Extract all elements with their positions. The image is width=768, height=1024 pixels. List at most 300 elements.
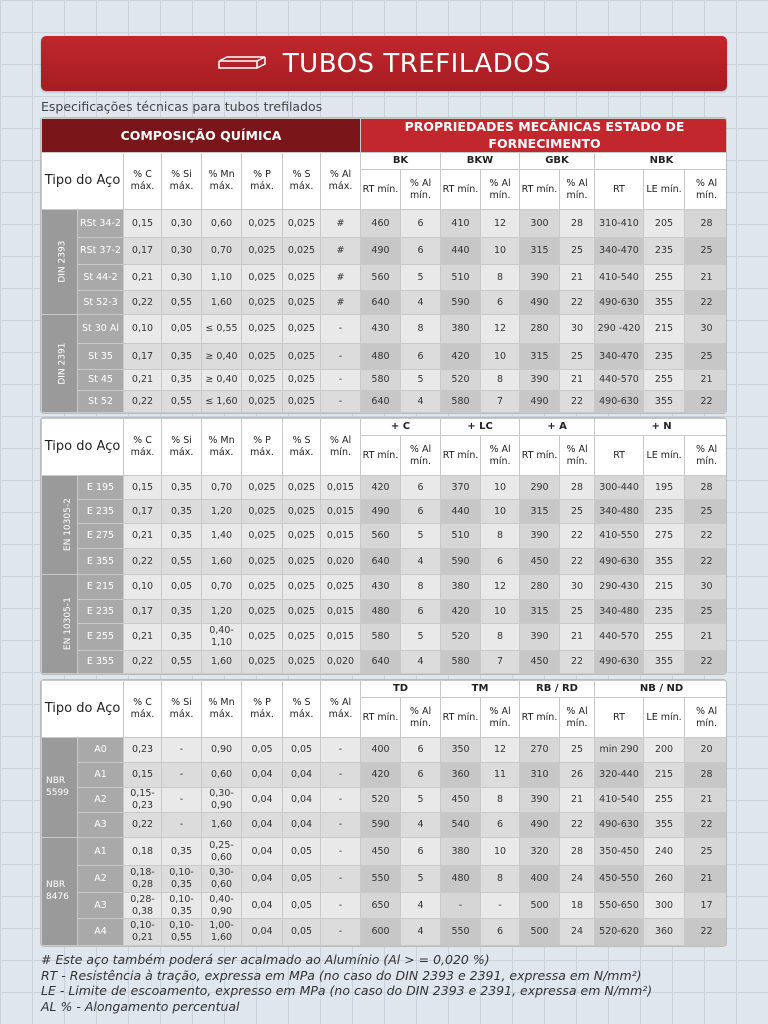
table-cell: 590 <box>361 813 401 838</box>
table-cell: 21 <box>685 866 727 893</box>
table-cell: 315 <box>520 600 560 624</box>
column-header-alongamento: % Al mín. <box>685 170 728 210</box>
table-cell: 300 <box>520 210 560 238</box>
table-cell: 0,25- 0,60 <box>202 838 242 866</box>
table-cell: 21 <box>560 788 595 813</box>
column-header-rt: RT mín. <box>361 698 401 738</box>
table-cell: 0,05 <box>242 738 283 763</box>
steel-name: A2 <box>78 788 124 813</box>
table-cell: 420 <box>361 763 401 788</box>
table-cell: 6 <box>401 344 441 370</box>
column-header-rt: RT mín. <box>520 170 560 210</box>
table-cell: 0,025 <box>242 238 283 265</box>
table-cell: 0,025 <box>283 370 321 391</box>
table-cell: 24 <box>560 919 595 946</box>
table-cell: 390 <box>520 524 560 549</box>
table-cell: 260 <box>644 866 685 893</box>
steel-name: A1 <box>78 763 124 788</box>
table-cell: 0,70 <box>202 575 242 600</box>
table-cell: 6 <box>401 238 441 265</box>
table-cell: 22 <box>685 391 728 413</box>
table-cell: 0,025 <box>283 210 321 238</box>
table-cell: 0,025 <box>283 624 321 651</box>
table-cell: 28 <box>685 210 728 238</box>
en-table <box>40 417 727 675</box>
table-cell: 0,17 <box>124 344 162 370</box>
table-cell: 255 <box>644 370 685 391</box>
group-header: NB / ND <box>595 681 727 698</box>
table-cell: 25 <box>560 238 595 265</box>
table-cell: 0,025 <box>283 651 321 674</box>
table-cell: 410-550 <box>595 524 644 549</box>
table-cell: 10 <box>481 476 520 500</box>
table-cell: 590 <box>441 549 481 575</box>
table-cell: 0,025 <box>283 265 321 291</box>
table-cell: 4 <box>401 813 441 838</box>
table-cell: 410-540 <box>595 265 644 291</box>
table-cell: 0,70 <box>202 238 242 265</box>
row-group-text: DIN 2391 <box>57 342 68 385</box>
table-cell: 0,025 <box>242 500 283 524</box>
steel-name: St 45 <box>78 370 124 391</box>
table-cell: 0,04 <box>242 893 283 919</box>
table-row <box>42 524 728 549</box>
table-cell: 0,05 <box>162 315 202 344</box>
table-cell: 30 <box>685 575 727 600</box>
table-cell: 355 <box>644 291 685 315</box>
table-cell: 380 <box>441 838 481 866</box>
table-cell: 500 <box>520 893 560 919</box>
table-cell: 0,10- 0,21 <box>124 919 162 946</box>
table-cell: 0,05 <box>283 838 321 866</box>
table-cell: - <box>321 315 361 344</box>
table-cell: 12 <box>481 210 520 238</box>
table-cell: 490 <box>520 291 560 315</box>
table-row <box>42 315 728 344</box>
column-header-al: % Al máx. <box>321 681 361 738</box>
table-cell: 0,23 <box>124 738 162 763</box>
table-cell: 0,025 <box>283 391 321 413</box>
table-cell: 640 <box>361 391 401 413</box>
table-cell: 235 <box>644 238 685 265</box>
table-cell: 360 <box>644 919 685 946</box>
table-cell: 0,05 <box>283 919 321 946</box>
steel-name: A0 <box>78 738 124 763</box>
table-cell: 0,015 <box>321 476 361 500</box>
table-cell: 7 <box>481 391 520 413</box>
row-group-text: EN 10305-1 <box>62 597 73 651</box>
column-header-tipo: Tipo do Aço <box>42 681 124 738</box>
table-cell: 0,05 <box>162 575 202 600</box>
table-row <box>42 919 728 946</box>
table-cell: 560 <box>361 265 401 291</box>
table-cell: 0,025 <box>283 476 321 500</box>
table-cell: 6 <box>401 476 441 500</box>
column-header-rt: RT mín. <box>441 698 481 738</box>
table-cell: 390 <box>520 624 560 651</box>
table-cell: 0,55 <box>162 549 202 575</box>
table-cell: 0,10 <box>124 575 162 600</box>
table-cell: 255 <box>644 788 685 813</box>
table-cell: 4 <box>401 391 441 413</box>
column-header-alongamento: % Al mín. <box>685 436 727 476</box>
table-cell: 28 <box>560 210 595 238</box>
din-table <box>40 117 727 414</box>
table-cell: 240 <box>644 838 685 866</box>
row-group-text: EN 10305-2 <box>62 498 73 552</box>
column-header-s: % S máx. <box>283 681 321 738</box>
row-group-label <box>42 315 78 413</box>
table-cell: 21 <box>685 788 727 813</box>
table-cell: - <box>321 813 361 838</box>
table-cell: 0,04 <box>242 788 283 813</box>
table-cell: 490-630 <box>595 651 644 674</box>
table-cell: 0,21 <box>124 370 162 391</box>
table-cell: 6 <box>401 600 441 624</box>
column-header-p: % P máx. <box>242 681 283 738</box>
table-cell: 510 <box>441 265 481 291</box>
table-cell: 28 <box>560 476 595 500</box>
table-cell: 315 <box>520 344 560 370</box>
table-cell: 1,60 <box>202 813 242 838</box>
table-cell: 0,35 <box>162 370 202 391</box>
table-cell: 21 <box>560 265 595 291</box>
table-cell: 340-480 <box>595 600 644 624</box>
table-cell: 520 <box>441 370 481 391</box>
column-header-rt: RT <box>595 170 644 210</box>
steel-name: A2 <box>78 866 124 893</box>
column-header-rt: RT mín. <box>520 698 560 738</box>
footnote: # Este aço também poderá ser acalmado ao Alumínio (Al > = 0,020 %) <box>41 952 490 967</box>
table-cell: 550-650 <box>595 893 644 919</box>
table-cell: 1,20 <box>202 500 242 524</box>
table-cell: 310-410 <box>595 210 644 238</box>
table-cell: 650 <box>361 893 401 919</box>
table-cell: 6 <box>481 291 520 315</box>
table-cell: 28 <box>685 763 727 788</box>
table-cell: 0,025 <box>242 651 283 674</box>
table-row <box>42 238 728 265</box>
table-cell: 215 <box>644 315 685 344</box>
table-cell: 0,025 <box>283 500 321 524</box>
column-header-rt: RT mín. <box>361 436 401 476</box>
nbr-table <box>40 679 727 947</box>
table-cell: 410-540 <box>595 788 644 813</box>
table-cell: 1,10 <box>202 265 242 291</box>
column-header-alongamento: % Al mín. <box>401 170 441 210</box>
table-cell: 0,015 <box>321 500 361 524</box>
table-cell: 21 <box>560 370 595 391</box>
table-row <box>42 476 728 500</box>
table-row <box>42 549 728 575</box>
table-cell: 25 <box>685 600 727 624</box>
table-cell: 25 <box>685 500 727 524</box>
table-cell: 235 <box>644 500 685 524</box>
table-cell: 0,05 <box>283 866 321 893</box>
table-cell: 0,025 <box>242 549 283 575</box>
group-header: BK <box>361 153 441 170</box>
footnote: RT - Resistência à tração, expressa em MPa (no caso do DIN 2393 e 2391, expressa em N/mm²) <box>41 967 642 983</box>
table-cell: 255 <box>644 624 685 651</box>
table-cell: 0,55 <box>162 391 202 413</box>
table-cell: 0,15 <box>124 210 162 238</box>
table-cell: 0,15 <box>124 763 162 788</box>
column-header-s: % S máx. <box>283 153 321 210</box>
column-header-rt: RT <box>595 436 644 476</box>
table-cell: 12 <box>481 575 520 600</box>
table-cell: 440-570 <box>595 370 644 391</box>
table-cell: 20 <box>685 738 727 763</box>
table-cell: 0,35 <box>162 838 202 866</box>
table-cell: - <box>481 893 520 919</box>
row-group-label <box>42 476 78 575</box>
table-cell: 0,025 <box>283 238 321 265</box>
table-cell: 0,10- 0,35 <box>162 866 202 893</box>
table-cell: 0,17 <box>124 238 162 265</box>
row-group-label <box>42 738 78 838</box>
column-header-alongamento: % Al mín. <box>560 436 595 476</box>
table-cell: 30 <box>685 315 728 344</box>
column-header-alongamento: % Al mín. <box>560 170 595 210</box>
table-cell: 450 <box>441 788 481 813</box>
column-header-mn: % Mn máx. <box>202 681 242 738</box>
column-header-c: % C máx. <box>124 681 162 738</box>
table-cell: - <box>321 391 361 413</box>
table-cell: 0,35 <box>162 524 202 549</box>
table-cell: 0,30 <box>162 238 202 265</box>
table-cell: - <box>321 738 361 763</box>
table-cell: 350 <box>441 738 481 763</box>
table-row <box>42 763 728 788</box>
table-cell: 380 <box>441 575 481 600</box>
table-cell: 0,22 <box>124 549 162 575</box>
column-header-le: LE mín. <box>644 436 685 476</box>
table-cell: # <box>321 265 361 291</box>
table-cell: 0,22 <box>124 291 162 315</box>
row-group-text: DIN 2393 <box>57 240 68 284</box>
table-row <box>42 838 728 866</box>
steel-name: E 235 <box>78 600 124 624</box>
table-cell: 355 <box>644 391 685 413</box>
table-cell: 10 <box>481 838 520 866</box>
table-cell: 560 <box>361 524 401 549</box>
group-header: TD <box>361 681 441 698</box>
column-header-c: % C máx. <box>124 419 162 476</box>
table-cell: 0,025 <box>242 575 283 600</box>
table-cell: 640 <box>361 291 401 315</box>
table-cell: 300 <box>644 893 685 919</box>
column-header-s: % S máx. <box>283 419 321 476</box>
table-cell: 28 <box>685 476 727 500</box>
table-cell: 480 <box>441 866 481 893</box>
column-header-p: % P máx. <box>242 419 283 476</box>
table-cell: 540 <box>441 813 481 838</box>
column-header-alongamento: % Al mín. <box>401 698 441 738</box>
table-cell: 8 <box>481 265 520 291</box>
table-cell: 5 <box>401 370 441 391</box>
table-cell: 0,04 <box>283 788 321 813</box>
table-cell: 490-630 <box>595 549 644 575</box>
group-header: RB / RD <box>520 681 595 698</box>
table-cell: 400 <box>361 738 401 763</box>
table-cell: 22 <box>560 291 595 315</box>
table-cell: 0,30 <box>162 265 202 291</box>
section-title-mech: PROPRIEDADES MECÂNICAS ESTADO DE FORNECIMENTO <box>361 119 728 153</box>
table-cell: 420 <box>441 600 481 624</box>
row-group-label <box>42 210 78 315</box>
table-cell: 6 <box>481 919 520 946</box>
table-cell: 0,55 <box>162 651 202 674</box>
table-cell: 0,04 <box>283 813 321 838</box>
table-cell: 600 <box>361 919 401 946</box>
steel-name: RSt 37-2 <box>78 238 124 265</box>
table-cell: - <box>321 788 361 813</box>
table-cell: 0,025 <box>242 291 283 315</box>
table-cell: 0,04 <box>242 838 283 866</box>
table-cell: 22 <box>560 549 595 575</box>
table-cell: 280 <box>520 575 560 600</box>
table-cell: 215 <box>644 763 685 788</box>
table-cell: 410 <box>441 210 481 238</box>
table-cell: 6 <box>401 763 441 788</box>
table-cell: 21 <box>685 370 728 391</box>
footnote: LE - Limite de escoamento, expresso em MPa (no caso do DIN 2393 e 2391, expressa em N/mm²) <box>41 983 653 998</box>
table-row <box>42 344 728 370</box>
steel-name: E 355 <box>78 651 124 674</box>
steel-name: RSt 34-2 <box>78 210 124 238</box>
table-cell: 350-450 <box>595 838 644 866</box>
table-cell: 0,04 <box>242 813 283 838</box>
table-cell: 300-440 <box>595 476 644 500</box>
table-cell: 0,015 <box>321 624 361 651</box>
table-cell: 6 <box>401 500 441 524</box>
table-cell: 0,10- 0,55 <box>162 919 202 946</box>
table-cell: 0,025 <box>242 476 283 500</box>
table-cell: 340-470 <box>595 344 644 370</box>
table-cell: 510 <box>441 524 481 549</box>
table-cell: 1,00- 1,60 <box>202 919 242 946</box>
table-cell: 25 <box>560 738 595 763</box>
table-cell: 21 <box>685 624 727 651</box>
table-row <box>42 265 728 291</box>
table-cell: 0,21 <box>124 265 162 291</box>
table-cell: 0,015 <box>321 524 361 549</box>
table-cell: 235 <box>644 344 685 370</box>
table-cell: 8 <box>481 524 520 549</box>
steel-name: E 275 <box>78 524 124 549</box>
table-cell: 550 <box>441 919 481 946</box>
table-cell: 430 <box>361 315 401 344</box>
table-cell: 21 <box>560 624 595 651</box>
column-header-mn: % Mn máx. <box>202 419 242 476</box>
footnote: AL % - Alongamento percentual <box>41 998 240 1014</box>
table-cell: 195 <box>644 476 685 500</box>
table-cell: 490 <box>520 391 560 413</box>
table-cell: - <box>321 866 361 893</box>
steel-name: E 355 <box>78 549 124 575</box>
column-header-rt: RT mín. <box>520 436 560 476</box>
table-cell: 0,025 <box>283 600 321 624</box>
table-cell: 25 <box>560 600 595 624</box>
table-cell: 290 -420 <box>595 315 644 344</box>
table-cell: 0,60 <box>202 763 242 788</box>
spec-table <box>41 418 727 674</box>
table-cell: - <box>321 893 361 919</box>
row-group-label <box>42 838 78 946</box>
steel-name: A3 <box>78 813 124 838</box>
table-cell: 215 <box>644 575 685 600</box>
table-cell: 290-430 <box>595 575 644 600</box>
table-cell: 0,40- 0,90 <box>202 893 242 919</box>
group-header: GBK <box>520 153 595 170</box>
table-cell: 4 <box>401 919 441 946</box>
table-cell: 420 <box>441 344 481 370</box>
table-cell: 6 <box>401 838 441 866</box>
column-header-c: % C máx. <box>124 153 162 210</box>
table-cell: 420 <box>361 476 401 500</box>
table-cell: 580 <box>441 651 481 674</box>
table-cell: - <box>321 344 361 370</box>
table-cell: 25 <box>685 838 727 866</box>
table-cell: 390 <box>520 370 560 391</box>
table-cell: 0,025 <box>242 344 283 370</box>
column-header-al: % Al mín. <box>321 419 361 476</box>
table-cell: 430 <box>361 575 401 600</box>
table-cell: 0,30- 0,60 <box>202 866 242 893</box>
table-cell: 0,35 <box>162 624 202 651</box>
table-cell: 0,025 <box>242 391 283 413</box>
table-cell: 28 <box>560 838 595 866</box>
column-header-alongamento: % Al mín. <box>481 436 520 476</box>
table-cell: 315 <box>520 500 560 524</box>
table-cell: 0,22 <box>124 651 162 674</box>
table-cell: 0,30 <box>162 210 202 238</box>
table-cell: 0,05 <box>283 738 321 763</box>
column-header-alongamento: % Al mín. <box>481 698 520 738</box>
table-cell: 24 <box>560 866 595 893</box>
table-cell: 355 <box>644 651 685 674</box>
column-header-tipo: Tipo do Aço <box>42 419 124 476</box>
table-cell: 10 <box>481 600 520 624</box>
group-header: + LC <box>441 419 520 436</box>
tube-icon <box>217 56 267 72</box>
table-cell: 12 <box>481 315 520 344</box>
table-cell: 0,04 <box>283 763 321 788</box>
table-row <box>42 575 728 600</box>
column-header-si: % Si máx. <box>162 419 202 476</box>
table-cell: 6 <box>481 813 520 838</box>
table-cell: 11 <box>481 763 520 788</box>
table-cell: 1,60 <box>202 651 242 674</box>
steel-name: E 215 <box>78 575 124 600</box>
table-cell: 490-630 <box>595 391 644 413</box>
table-cell: 8 <box>481 866 520 893</box>
table-cell: 340-470 <box>595 238 644 265</box>
table-cell: 8 <box>401 575 441 600</box>
table-row <box>42 738 728 763</box>
table-cell: 355 <box>644 813 685 838</box>
table-cell: 17 <box>685 893 727 919</box>
table-cell: - <box>321 919 361 946</box>
table-cell: 0,020 <box>321 651 361 674</box>
section-title-chem: COMPOSIÇÃO QUÍMICA <box>42 119 361 153</box>
steel-name: St 52-3 <box>78 291 124 315</box>
table-cell: 640 <box>361 549 401 575</box>
table-cell: 22 <box>685 291 728 315</box>
column-header-rt: RT mín. <box>441 170 481 210</box>
steel-name: E 195 <box>78 476 124 500</box>
table-cell: 270 <box>520 738 560 763</box>
